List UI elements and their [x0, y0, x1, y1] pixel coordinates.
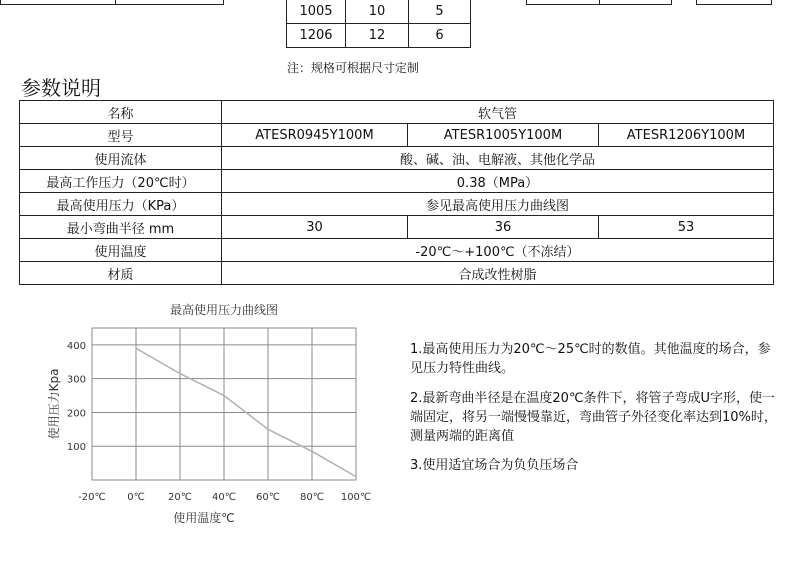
param-value: 36 — [408, 216, 599, 239]
param-value: 30 — [222, 216, 408, 239]
x-tick-label: 80℃ — [300, 492, 324, 503]
table-cell: 1206 — [287, 24, 346, 48]
table-cell: 12 — [346, 24, 409, 48]
y-tick-label: 300 — [66, 374, 86, 386]
param-label: 最高工作压力（20℃时） — [20, 170, 222, 193]
top-right-table-fragment-2 — [696, 0, 772, 5]
x-tick-label: -20℃ — [78, 492, 106, 503]
param-label: 最高使用压力（KPa） — [20, 193, 222, 216]
table-row — [20, 216, 774, 239]
x-tick-label: 60℃ — [256, 492, 280, 503]
table-row — [20, 124, 774, 147]
param-label: 最小弯曲半径 mm — [20, 216, 222, 239]
top-left-table-fragment — [0, 0, 224, 5]
param-value: 53 — [599, 216, 774, 239]
param-value: 0.38（MPa） — [222, 170, 774, 193]
param-label: 型号 — [20, 124, 222, 147]
section-title: 参数说明 — [21, 76, 101, 100]
table-row — [20, 101, 774, 124]
y-tick-label: 200 — [66, 408, 86, 420]
y-tick-label: 100 — [66, 442, 86, 454]
table-row — [287, 24, 471, 48]
table-cell: 10 — [346, 0, 409, 24]
note-3: 3.使用适宜场合为负负压场合 — [410, 458, 579, 473]
param-value: ATESR1206Y100M — [599, 124, 774, 147]
param-value: ATESR0945Y100M — [222, 124, 408, 147]
param-value: ATESR1005Y100M — [408, 124, 599, 147]
y-axis-label: 使用压力Kpa — [47, 368, 61, 440]
param-value: 参见最高使用压力曲线图 — [222, 193, 774, 216]
param-value: 酸、碱、油、电解液、其他化学品 — [222, 147, 774, 170]
x-tick-label: 0℃ — [127, 492, 145, 503]
table-cell: 6 — [409, 24, 471, 48]
x-tick-label: 20℃ — [168, 492, 192, 503]
param-value: -20℃～+100℃（不冻结） — [222, 239, 774, 262]
table-row — [20, 239, 774, 262]
chart-title: 最高使用压力曲线图 — [169, 303, 279, 317]
y-tick-label: 400 — [66, 340, 86, 352]
size-note: 注：规格可根据尺寸定制 — [287, 61, 420, 75]
note-1: 1.最高使用压力为20℃～25℃时的数值。其他温度的场合，参见压力特性曲线。 — [410, 342, 771, 376]
param-value: 合成改性树脂 — [222, 262, 774, 285]
params-table — [19, 100, 774, 285]
x-tick-label: 100℃ — [340, 492, 372, 503]
size-table — [286, 0, 471, 48]
param-label: 使用温度 — [20, 239, 222, 262]
x-tick-label: 40℃ — [212, 492, 236, 503]
table-row — [287, 0, 471, 24]
table-row — [20, 193, 774, 216]
param-label: 名称 — [20, 101, 222, 124]
pressure-curve-chart — [44, 298, 384, 533]
table-cell: 1005 — [287, 0, 346, 24]
note-2: 2.最新弯曲半径是在温度20℃条件下，将管子弯成U字形，使一端固定，将另一端慢慢靠近，弯曲管子外径变化率达到10%时，测量两端的距离值 — [410, 391, 777, 444]
top-right-table-fragment — [526, 0, 672, 5]
table-row — [20, 170, 774, 193]
table-row — [20, 262, 774, 285]
x-axis-label: 使用温度℃ — [173, 511, 235, 525]
param-label: 材质 — [20, 262, 222, 285]
table-row — [20, 147, 774, 170]
param-value: 软气管 — [222, 101, 774, 124]
table-cell: 5 — [409, 0, 471, 24]
param-label: 使用流体 — [20, 147, 222, 170]
